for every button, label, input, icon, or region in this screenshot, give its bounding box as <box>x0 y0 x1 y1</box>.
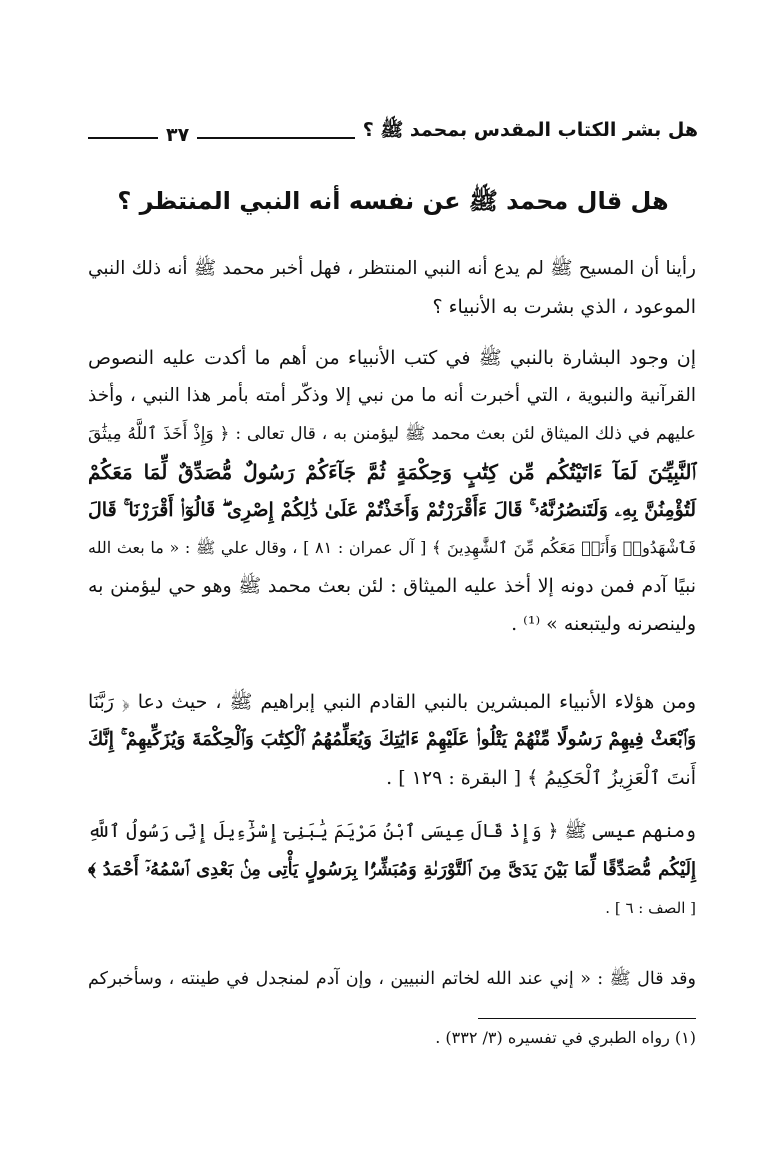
paragraph-intro <box>88 250 696 326</box>
text-line: أَنتَ ٱلْعَزِيزُ ٱلْحَكِيمُ ﴾ [ البقرة : ١٢٩ ] . <box>386 767 696 789</box>
running-header <box>88 112 698 146</box>
text-line: عليهم في ذلك الميثاق لئن بعث محمد ﷺ ليؤمنن به ، قال تعالى : ﴿ وَإِذْ أَخَذَ ٱللَّهُ مِيثَٰقَ <box>88 424 696 444</box>
quran-verse-line: وَٱبْعَثْ فِيهِمْ رَسُولًا مِّنْهُمْ يَتْلُوا۟ عَلَيْهِمْ ءَايَٰتِكَ وَيُعَلِّمُهُمُ ٱلْكِتَٰبَ وَٱلْحِكْمَةَ وَيُزَكِّيهِمْ ۚ إِنَّكَ <box>88 729 696 750</box>
text-line: إن وجود البشارة بالنبي ﷺ في كتب الأنبياء من أهم ما أكدت عليه النصوص <box>88 347 696 369</box>
footnote: (١) رواه الطبري في تفسيره (٣/ ٣٣٢) . <box>435 1028 696 1047</box>
quran-verse-line: لَتُؤْمِنُنَّ بِهِۦ وَلَتَنصُرُنَّهُۥ ۚ قَالَ ءَأَقْرَرْتُمْ وَأَخَذْتُمْ عَلَىٰ ذَٰلِكُمْ إِصْرِى ۖ قَالُوٓا۟ أَقْرَرْنَا ۚ قَالَ <box>88 499 696 521</box>
text-line: نبيًا آدم فمن دونه إلا أخذ عليه الميثاق : لئن بعث محمد ﷺ وهو حي ليؤمنن به <box>88 575 696 597</box>
quran-verse-line: ٱلنَّبِيِّـۧنَ لَمَآ ءَاتَيْتُكُم مِّن كِتَٰبٍ وَحِكْمَةٍ ثُمَّ جَآءَكُمْ رَسُولٌ مُّصَدِّقٌ لِّمَا مَعَكُمْ <box>88 460 696 484</box>
text-line: فَٱشْهَدُوا۟ وَأَنَا۠ مَعَكُم مِّنَ ٱلشَّٰهِدِينَ ﴾ [ آل عمران : ٨١ ] ، وقال علي ﷺ : « ما بعث الله <box>88 538 696 557</box>
section-heading: هل قال محمد ﷺ عن نفسه أنه النبي المنتظر ؟ <box>117 187 669 215</box>
header-title: هل بشر الكتاب المقدس بمحمد ﷺ ؟ <box>362 119 698 141</box>
text-line: ولينصرنه وليتبعنه » ⁽¹⁾ . <box>511 613 696 635</box>
footnote-rule <box>478 1018 696 1019</box>
quran-verse-line: إِلَيْكُم مُّصَدِّقًا لِّمَا بَيْنَ يَدَىَّ مِنَ ٱلتَّوْرَىٰةِ وَمُبَشِّرًۢا بِرَسُولٍ يَأْتِى مِنۢ بَعْدِى ٱسْمُهُۥٓ أَحْمَدُ ﴾ <box>88 859 696 880</box>
paragraph-hadith <box>88 960 696 998</box>
text-line: رأينا أن المسيح ﷺ لم يدع أنه النبي المنتظر ، فهل أخبر محمد ﷺ أنه ذلك النبي <box>88 258 696 279</box>
paragraph-isa <box>88 813 696 927</box>
header-rule <box>197 137 355 139</box>
text-line: القرآنية والنبوية ، التي أخبرت أنه ما من نبي إلا وذكّر أمته بأمر هذا النبي ، وأخذ <box>88 385 696 406</box>
text-line: الموعود ، الذي بشرت به الأنبياء ؟ <box>432 296 696 318</box>
header-rule-end <box>88 137 158 139</box>
text-line: وقد قال ﷺ : « إني عند الله لخاتم النبيين ، وإن آدم لمنجدل في طينته ، وسأخبركم <box>88 969 696 989</box>
page-number: ٣٧ <box>166 124 190 146</box>
text-line: ومنهم عيسى ﷺ ﴿ وَإِذْ قَالَ عِيسَى ٱبْنُ مَرْيَمَ يَٰبَنِىٓ إِسْرَٰٓءِيلَ إِنِّى رَسُولُ ٱللَّهِ <box>87 821 696 842</box>
paragraph-covenant <box>88 339 696 643</box>
verse-reference: [ الصف : ٦ ] . <box>605 899 696 917</box>
text-line: ومن هؤلاء الأنبياء المبشرين بالنبي القادم النبي إبراهيم ﷺ ، حيث دعا ﴿ رَبَّنَا <box>88 691 697 713</box>
paragraph-ibrahim <box>88 683 696 797</box>
